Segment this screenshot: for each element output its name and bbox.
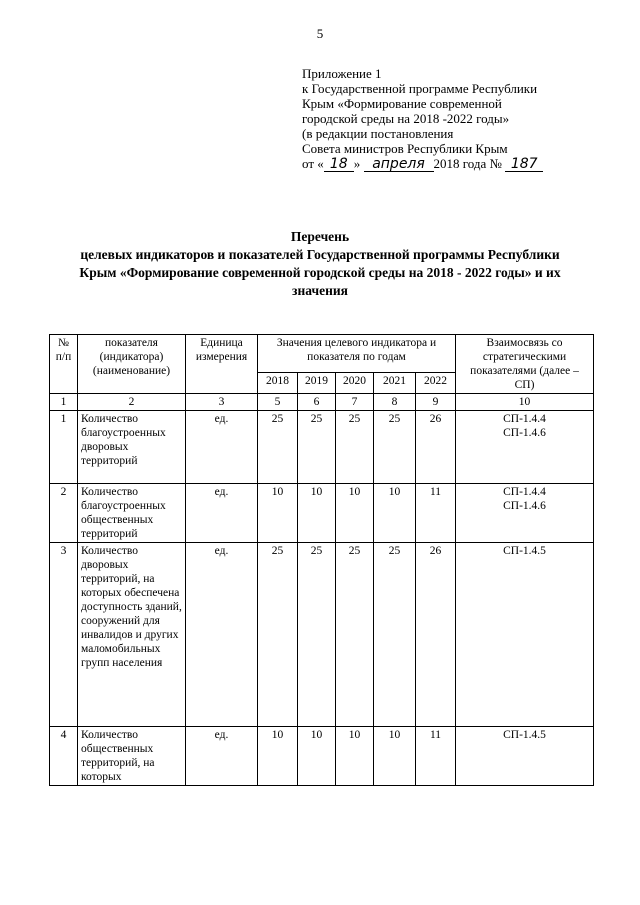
page-number: 5 bbox=[316, 26, 324, 41]
link-code: СП-1.4.6 bbox=[503, 500, 546, 512]
row-value: 10 bbox=[298, 727, 336, 786]
row-value: 26 bbox=[416, 543, 456, 727]
header-year: 2022 bbox=[416, 373, 456, 394]
appendix-line: Совета министров Республики Крым bbox=[302, 141, 508, 156]
header-name: показателя (индикатора) (наименование) bbox=[78, 335, 186, 394]
row-value: 10 bbox=[336, 727, 374, 786]
row-value: 10 bbox=[374, 484, 416, 543]
col-number: 5 bbox=[258, 394, 298, 411]
row-value: 25 bbox=[258, 543, 298, 727]
row-unit: ед. bbox=[186, 543, 258, 727]
link-code: СП-1.4.5 bbox=[503, 545, 546, 557]
handwritten-day: 18 bbox=[324, 157, 354, 172]
row-unit: ед. bbox=[186, 411, 258, 484]
col-number: 8 bbox=[374, 394, 416, 411]
row-name: Количество благоустроенных дворовых территорий bbox=[78, 411, 186, 484]
row-link bbox=[456, 727, 594, 786]
handwritten-month: апреля bbox=[364, 157, 434, 172]
appendix-date-line bbox=[302, 156, 622, 172]
header-row bbox=[50, 335, 594, 373]
title-line: целевых индикаторов и показателей Государственной программы Республики bbox=[80, 247, 560, 262]
col-number: 1 bbox=[50, 394, 78, 411]
row-value: 10 bbox=[374, 727, 416, 786]
date-prefix: от « bbox=[302, 156, 324, 171]
table-row bbox=[50, 727, 594, 786]
date-year: 2018 года № bbox=[433, 156, 502, 171]
row-link bbox=[456, 411, 594, 484]
row-value: 11 bbox=[416, 727, 456, 786]
row-value: 25 bbox=[336, 411, 374, 484]
header-year: 2021 bbox=[374, 373, 416, 394]
row-value: 25 bbox=[374, 411, 416, 484]
row-value: 11 bbox=[416, 484, 456, 543]
header-values: Значения целевого индикатора и показателя по годам bbox=[258, 335, 456, 373]
row-unit: ед. bbox=[186, 727, 258, 786]
col-number: 9 bbox=[416, 394, 456, 411]
header-year: 2020 bbox=[336, 373, 374, 394]
link-code: СП-1.4.4 bbox=[503, 486, 546, 498]
row-unit: ед. bbox=[186, 484, 258, 543]
row-value: 10 bbox=[258, 484, 298, 543]
table-row bbox=[50, 411, 594, 484]
date-mid: » bbox=[353, 156, 361, 171]
appendix-line: Приложение 1 bbox=[302, 66, 382, 81]
header-num: № п/п bbox=[50, 335, 78, 394]
row-value: 25 bbox=[298, 411, 336, 484]
row-link bbox=[456, 484, 594, 543]
col-number: 7 bbox=[336, 394, 374, 411]
row-name: Количество благоустроенных общественных территорий bbox=[78, 484, 186, 543]
row-link bbox=[456, 543, 594, 727]
title-line: Перечень bbox=[290, 229, 350, 244]
header-link: Взаимосвязь со стратегическими показателями (далее – СП) bbox=[456, 335, 594, 394]
row-name: Количество дворовых территорий, на которых обеспечена доступность зданий, сооружений для инвалидов и других маломобильных групп населения bbox=[78, 543, 186, 727]
row-num: 2 bbox=[50, 484, 78, 543]
row-name: Количество общественных территорий, на которых bbox=[78, 727, 186, 786]
header-year: 2018 bbox=[258, 373, 298, 394]
header-year: 2019 bbox=[298, 373, 336, 394]
header-unit: Единица измерения bbox=[186, 335, 258, 394]
row-num: 3 bbox=[50, 543, 78, 727]
handwritten-doc-number: 187 bbox=[505, 157, 543, 172]
row-value: 25 bbox=[336, 543, 374, 727]
col-number: 6 bbox=[298, 394, 336, 411]
col-number: 3 bbox=[186, 394, 258, 411]
appendix-line: Крым «Формирование современной bbox=[302, 96, 502, 111]
link-code: СП-1.4.6 bbox=[503, 427, 546, 439]
col-number: 2 bbox=[78, 394, 186, 411]
row-value: 25 bbox=[258, 411, 298, 484]
table-row bbox=[50, 543, 594, 727]
row-value: 10 bbox=[298, 484, 336, 543]
appendix-line: городской среды на 2018 -2022 годы» bbox=[302, 111, 510, 126]
link-code: СП-1.4.5 bbox=[503, 729, 546, 741]
indicators-table bbox=[49, 334, 594, 786]
row-value: 25 bbox=[374, 543, 416, 727]
document-title bbox=[30, 228, 610, 300]
column-numbers-row bbox=[50, 394, 594, 411]
appendix-line: к Государственной программе Республики bbox=[302, 81, 538, 96]
link-code: СП-1.4.4 bbox=[503, 413, 546, 425]
title-line: Крым «Формирование современной городской среды на 2018 - 2022 годы» и их bbox=[79, 265, 561, 280]
row-num: 4 bbox=[50, 727, 78, 786]
col-number: 10 bbox=[456, 394, 594, 411]
row-value: 25 bbox=[298, 543, 336, 727]
appendix-block bbox=[302, 66, 622, 172]
title-line: значения bbox=[292, 283, 348, 298]
row-value: 26 bbox=[416, 411, 456, 484]
appendix-line: (в редакции постановления bbox=[302, 126, 454, 141]
row-value: 10 bbox=[336, 484, 374, 543]
row-num: 1 bbox=[50, 411, 78, 484]
table-row bbox=[50, 484, 594, 543]
row-value: 10 bbox=[258, 727, 298, 786]
